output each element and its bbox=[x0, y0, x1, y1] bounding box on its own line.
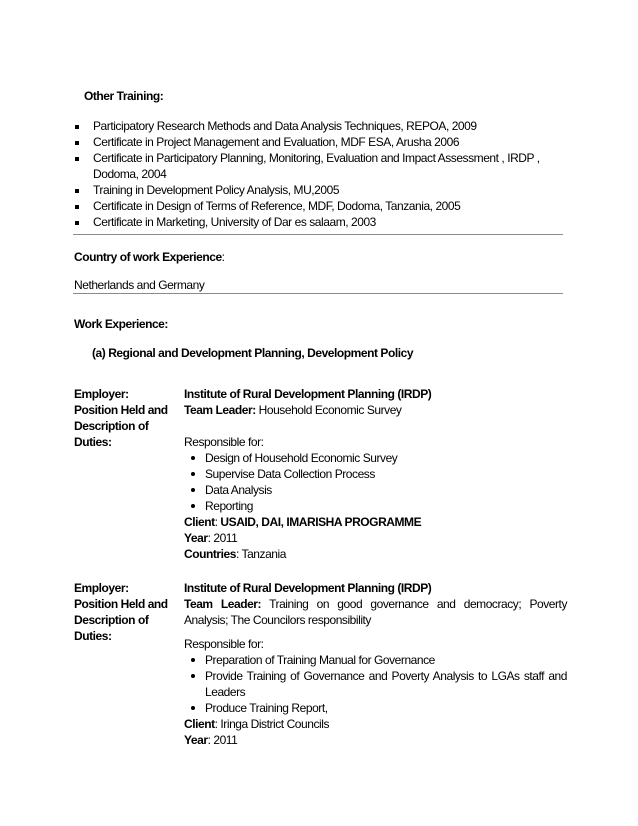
country-label: Country of work Experience bbox=[74, 250, 222, 264]
job-details bbox=[184, 386, 567, 562]
other-training-list bbox=[74, 118, 574, 230]
section-divider bbox=[73, 234, 563, 235]
job-labels bbox=[74, 580, 168, 644]
team-leader-line bbox=[184, 402, 567, 418]
training-item: Training in Development Policy Analysis, MU,2005 bbox=[74, 182, 574, 198]
duties-label: Duties: bbox=[74, 629, 112, 643]
job-labels bbox=[74, 386, 168, 450]
other-training-heading: Other Training: bbox=[84, 89, 164, 103]
client-label: Client bbox=[184, 717, 215, 731]
team-leader-label: Team Leader: bbox=[184, 403, 256, 417]
team-leader-label: Team Leader: bbox=[184, 597, 262, 611]
position-label: Position Held and bbox=[74, 403, 168, 417]
duty-item: Design of Household Economic Survey bbox=[187, 450, 567, 466]
employer-label: Employer: bbox=[74, 581, 129, 595]
country-colon: : bbox=[221, 250, 225, 264]
client-label: Client bbox=[184, 515, 215, 529]
duty-item: Preparation of Training Manual for Governance bbox=[187, 652, 567, 668]
responsible-label: Responsible for: bbox=[184, 435, 264, 449]
job-details bbox=[184, 580, 567, 748]
client-value: USAID, DAI, IMARISHA PROGRAMME bbox=[220, 515, 422, 529]
duties-list bbox=[184, 450, 567, 514]
work-subsection-heading: (a) Regional and Development Planning, Development Policy bbox=[92, 346, 414, 360]
description-label: Description of bbox=[74, 419, 149, 433]
countries-line: Countries: Tanzania bbox=[184, 547, 286, 561]
countries-value: Tanzania bbox=[241, 547, 286, 561]
country-value: Netherlands and Germany bbox=[74, 278, 205, 292]
year-line: Year: 2011 bbox=[184, 531, 238, 545]
year-label: Year bbox=[184, 531, 208, 545]
duty-item: Provide Training of Governance and Poverty Analysis to LGAs staff and Leaders bbox=[187, 668, 567, 700]
duties-list bbox=[184, 652, 567, 716]
section-divider bbox=[73, 293, 563, 294]
work-experience-heading: Work Experience: bbox=[74, 317, 168, 331]
country-heading bbox=[74, 249, 225, 265]
duty-item: Supervise Data Collection Process bbox=[187, 466, 567, 482]
year-value: 2011 bbox=[213, 531, 238, 545]
team-leader-value: Training on good governance and democracy; Poverty Analysis; The Councilors responsibility bbox=[184, 597, 567, 627]
training-item: Certificate in Project Management and Evaluation, MDF ESA, Arusha 2006 bbox=[74, 134, 574, 150]
employer-name: Institute of Rural Development Planning (IRDP) bbox=[184, 387, 432, 401]
responsible-label: Responsible for: bbox=[184, 637, 264, 651]
client-line: Client: USAID, DAI, IMARISHA PROGRAMME bbox=[184, 515, 422, 529]
training-item: Certificate in Marketing, University of Dar es salaam, 2003 bbox=[74, 214, 574, 230]
team-leader-value: Household Economic Survey bbox=[258, 403, 402, 417]
duty-item: Produce Training Report, bbox=[187, 700, 567, 716]
year-line: Year: 2011 bbox=[184, 733, 238, 747]
description-label: Description of bbox=[74, 613, 149, 627]
employer-label: Employer: bbox=[74, 387, 129, 401]
year-value: 2011 bbox=[213, 733, 238, 747]
year-label: Year bbox=[184, 733, 208, 747]
training-item: Participatory Research Methods and Data Analysis Techniques, REPOA, 2009 bbox=[74, 118, 574, 134]
team-leader-line bbox=[184, 596, 567, 628]
training-item: Certificate in Design of Terms of Reference, MDF, Dodoma, Tanzania, 2005 bbox=[74, 198, 574, 214]
duties-label: Duties: bbox=[74, 435, 112, 449]
employer-name: Institute of Rural Development Planning (IRDP) bbox=[184, 581, 432, 595]
duty-item: Reporting bbox=[187, 498, 567, 514]
duty-item: Data Analysis bbox=[187, 482, 567, 498]
training-item: Certificate in Participatory Planning, Monitoring, Evaluation and Impact Assessment , IRDP , Dodoma, 2004 bbox=[74, 150, 574, 182]
position-label: Position Held and bbox=[74, 597, 168, 611]
client-line: Client: Iringa District Councils bbox=[184, 717, 329, 731]
countries-label: Countries bbox=[184, 547, 236, 561]
client-value: Iringa District Councils bbox=[220, 717, 329, 731]
